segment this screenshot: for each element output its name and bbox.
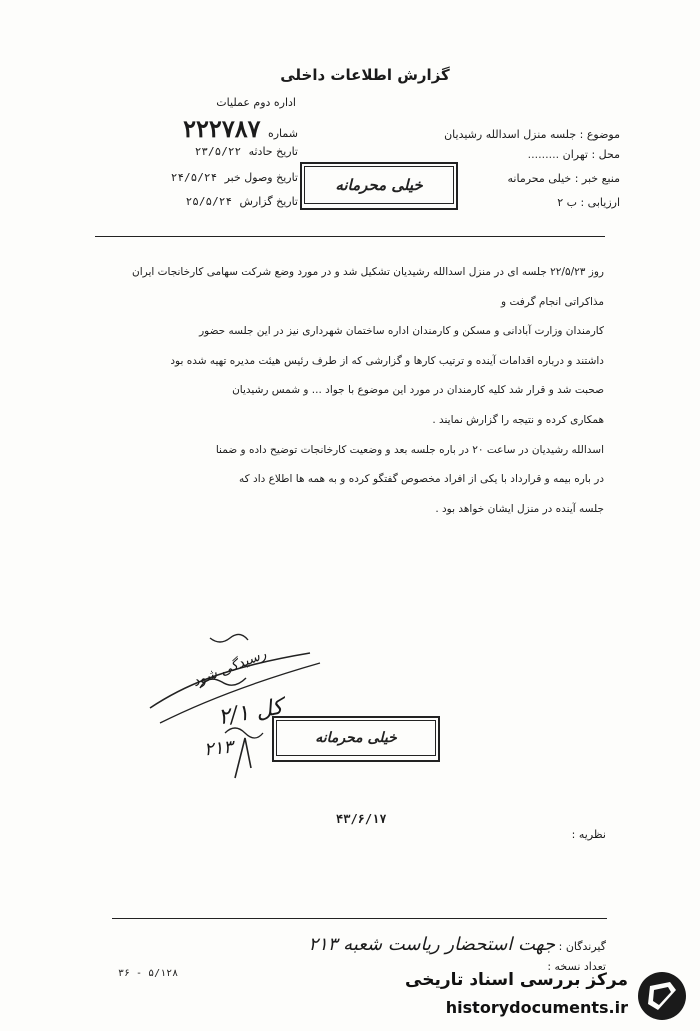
body-line: همکاری کرده و نتیجه را گزارش نمایند . [432,413,604,426]
meta-receipt-date-label: تاریخ وصول خبر [224,171,298,184]
meta-incident-date-label: تاریخ حادثه [248,145,298,158]
logo-title: مرکز بررسی اسناد تاریخی [405,970,628,990]
meta-evaluation-value: ب ۲ [557,196,577,209]
body-line: کارمندان وزارت آبادانی و مسکن و کارمندان اداره ساختمان شهرداری نیز در این جلسه حضور [199,325,604,338]
meta-location-dots: ......... [527,148,560,161]
meta-incident-date [118,145,298,158]
meta-source: منبع خبر : خیلی محرمانه [507,172,620,185]
meta-subject-label: موضوع [586,128,620,141]
observation-label: نظریه : [571,828,606,841]
meta-number-value: ۲۲۲۷۸۷ [183,114,261,143]
date-stamp: ۴۳/۶/۱۷ [336,812,387,826]
header-rule [95,236,605,237]
body-line: در باره بیمه و قرارداد با یکی از افراد مخصوص گفتگو کرده و به همه ها اطلاع داد که [239,473,604,486]
meta-evaluation-label: ارزیابی [587,196,620,209]
footer-form-code: ۳۶ - ۵/۱۲۸ [118,968,179,979]
body-line: اسدالله رشیدیان در ساعت ۲۰ در باره جلسه بعد و وضعیت کارخانجات توضیح داده و ضمنا [215,443,604,456]
meta-receipt-date [118,171,298,184]
meta-report-date [118,195,298,208]
logo-icon [636,970,688,1022]
meta-report-date-value: ۲۵/۵/۲۴ [185,195,232,208]
meta-number [118,114,298,143]
meta-report-date-label: تاریخ گزارش [239,195,298,208]
meta-location: محل : تهران ......... [527,148,620,161]
meta-subject-value: جلسه منزل اسدالله رشیدیان [444,128,577,141]
signature-note: رسیدگی شود [190,646,269,691]
footer-recipients-label: گیرندگان : [558,940,606,953]
meta-location-label: محل [598,148,620,161]
meta-location-value: تهران [562,148,588,161]
footer-recipients [300,934,606,955]
meta-source-value: خیلی محرمانه [507,172,572,185]
body-line: صحبت شد و قرار شد کلیه کارمندان در مورد این موضوع با جواد ... و شمس رشیدیان [232,384,604,397]
footer-recipients-value: جهت استحضار ریاست شعبه ۲۱۳ [308,934,556,955]
classification-stamp-bottom [272,716,440,762]
signature-code: ۲۱۳ [202,736,235,761]
site-logo[interactable] [405,968,690,1024]
meta-subject: موضوع : جلسه منزل اسدالله رشیدیان [444,128,620,141]
report-title: گزارش اطلاعات داخلی [280,66,450,84]
meta-incident-date-value: ۲۳/۵/۲۲ [194,145,242,158]
meta-receipt-date-value: ۲۴/۵/۲۴ [170,171,218,184]
classification-stamp-top-text: خیلی محرمانه [304,166,454,204]
body-line: داشتند و درباره اقدامات آینده و ترتیب کارها و گزارشی که از طرف رئیس هیئت مدیره تهیه شده بود [170,354,604,367]
meta-evaluation: ارزیابی : ب ۲ [557,196,620,209]
body-line: جلسه آینده در منزل ایشان خواهد بود . [435,502,604,515]
footer-copies: تعداد نسخه : [547,960,606,973]
report-body [96,258,604,524]
signature-initials: کل ۲/۱ [216,694,285,731]
classification-stamp-top [300,162,458,210]
logo-url: historydocuments.ir [445,998,628,1017]
meta-source-label: منبع خبر [581,172,620,185]
meta-number-label: شماره [267,127,298,140]
classification-stamp-bottom-text: خیلی محرمانه [276,720,436,756]
office-label: اداره دوم عملیات [216,96,296,109]
body-line: روز ۲۲/۵/۲۳ جلسه ای در منزل اسدالله رشیدیان تشکیل شد و در مورد وضع شرکت سهامی کارخانجات ایران مذاکراتی انجام گرفت و [132,266,604,308]
footer-rule [112,918,607,919]
